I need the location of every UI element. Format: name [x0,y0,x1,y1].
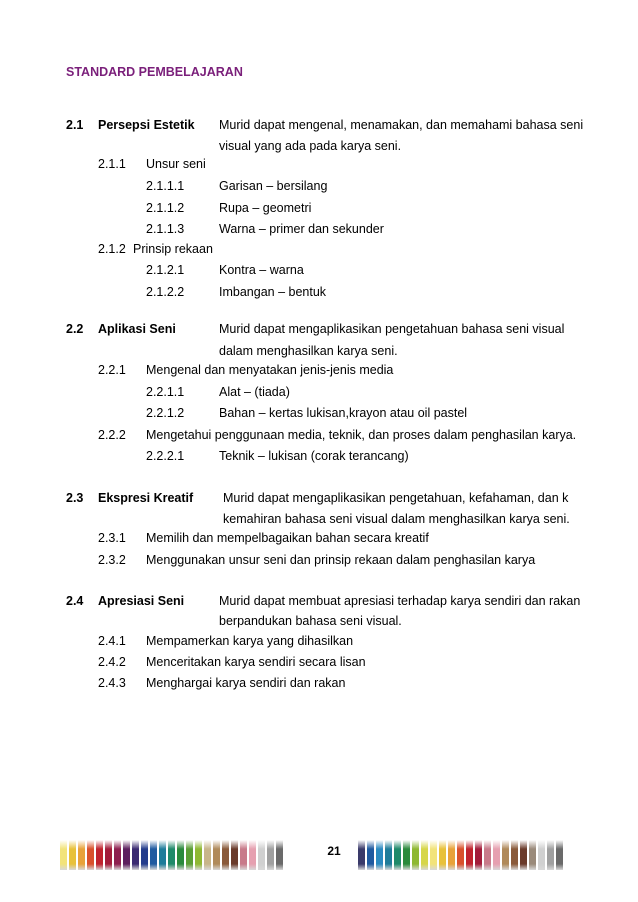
section-description: Murid dapat mengenal, menamakan, dan memahami bahasa seni [219,118,584,132]
pencil-stripe [367,840,374,870]
pencil-stripe [87,840,94,870]
item-text: Rupa – geometri [219,201,312,215]
item-number: 2.1.2.2 [146,285,185,299]
item-number: 2.3.2 [98,553,126,567]
pencil-stripe [556,840,563,870]
item-text: Bahan – kertas lukisan,krayon atau oil pastel [219,406,468,420]
item-text: Mengenal dan menyatakan jenis-jenis media [146,363,394,377]
pencil-stripe [168,840,175,870]
pencil-stripe [502,840,509,870]
pencil-stripe [358,840,365,870]
section-name: Apresiasi Seni [98,594,185,608]
pencil-stripe [430,840,437,870]
pencil-stripe [231,840,238,870]
item-text: Garisan – bersilang [219,179,328,193]
pencil-stripe [60,840,67,870]
pencil-stripe [466,840,473,870]
section-description: visual yang ada pada karya seni. [219,139,402,153]
section-description: berpandukan bahasa seni visual. [219,614,402,628]
pencil-stripe [213,840,220,870]
pencil-stripe [195,840,202,870]
section-number: 2.2 [66,322,84,336]
pencil-stripe [475,840,482,870]
item-number: 2.4.2 [98,655,126,669]
pencil-stripe [258,840,265,870]
pencil-stripe [69,840,76,870]
item-text: Mempamerkan karya yang dihasilkan [146,634,354,648]
pencil-stripe [484,840,491,870]
item-number: 2.3.1 [98,531,126,545]
pencil-stripe [511,840,518,870]
section-name: Aplikasi Seni [98,322,176,336]
item-text: Warna – primer dan sekunder [219,222,384,236]
item-number: 2.2.1.2 [146,406,185,420]
section-number: 2.4 [66,594,84,608]
item-number: 2.1.1.2 [146,201,185,215]
pencil-stripe [403,840,410,870]
pencil-stripe [529,840,536,870]
pencil-stripe [159,840,166,870]
section-description: kemahiran bahasa seni visual dalam menghasilkan karya seni. [223,512,570,526]
item-text: Menghargai karya sendiri dan rakan [146,676,346,690]
pencil-stripe [421,840,428,870]
pencil-stripe [123,840,130,870]
section-name: Ekspresi Kreatif [98,491,194,505]
section-description: Murid dapat mengaplikasikan pengetahuan, kefahaman, dan k [223,491,569,505]
pencil-stripe [457,840,464,870]
pencil-stripe [105,840,112,870]
item-number: 2.2.2 [98,428,126,442]
item-text: Menceritakan karya sendiri secara lisan [146,655,366,669]
pencil-stripe [141,840,148,870]
section-name: Persepsi Estetik [98,118,195,132]
pencil-stripe [493,840,500,870]
section-description: dalam menghasilkan karya seni. [219,344,398,358]
item-number: 2.1.1.1 [146,179,185,193]
item-number: 2.1.2.1 [146,263,185,277]
section-number: 2.3 [66,491,84,505]
footer-pencil-strip-left [60,840,283,870]
pencil-stripe [150,840,157,870]
section-description: Murid dapat membuat apresiasi terhadap karya sendiri dan rakan [219,594,581,608]
pencil-stripe [439,840,446,870]
pencil-stripe [385,840,392,870]
page-number: 21 [327,844,341,858]
footer-pencil-strip-right [358,840,563,870]
page-title: STANDARD PEMBELAJARAN [66,65,243,79]
item-text: Teknik – lukisan (corak terancang) [219,449,409,463]
item-number: 2.2.2.1 [146,449,185,463]
item-text: Unsur seni [146,157,206,171]
pencil-stripe [538,840,545,870]
item-text: Memilih dan mempelbagaikan bahan secara kreatif [146,531,429,545]
pencil-stripe [394,840,401,870]
item-text: Menggunakan unsur seni dan prinsip rekaan dalam penghasilan karya [146,553,536,567]
pencil-stripe [376,840,383,870]
section-number: 2.1 [66,118,84,132]
pencil-stripe [267,840,274,870]
pencil-stripe [204,840,211,870]
item-number: 2.1.1 [98,157,126,171]
item-number: 2.1.1.3 [146,222,185,236]
pencil-stripe [132,840,139,870]
pencil-stripe [177,840,184,870]
pencil-stripe [78,840,85,870]
item-text: Prinsip rekaan [133,242,213,256]
section-description: Murid dapat mengaplikasikan pengetahuan bahasa seni visual [219,322,565,336]
item-text: Imbangan – bentuk [219,285,327,299]
pencil-stripe [96,840,103,870]
item-number: 2.2.1.1 [146,385,185,399]
pencil-stripe [222,840,229,870]
pencil-stripe [186,840,193,870]
pencil-stripe [114,840,121,870]
item-number: 2.4.3 [98,676,126,690]
item-text: Alat – (tiada) [219,385,290,399]
item-number: 2.4.1 [98,634,126,648]
pencil-stripe [520,840,527,870]
pencil-stripe [249,840,256,870]
pencil-stripe [276,840,283,870]
pencil-stripe [448,840,455,870]
item-number: 2.1.2 [98,242,126,256]
pencil-stripe [547,840,554,870]
item-text: Kontra – warna [219,263,304,277]
item-text: Mengetahui penggunaan media, teknik, dan proses dalam penghasilan karya. [146,428,577,442]
pencil-stripe [240,840,247,870]
item-number: 2.2.1 [98,363,126,377]
pencil-stripe [412,840,419,870]
